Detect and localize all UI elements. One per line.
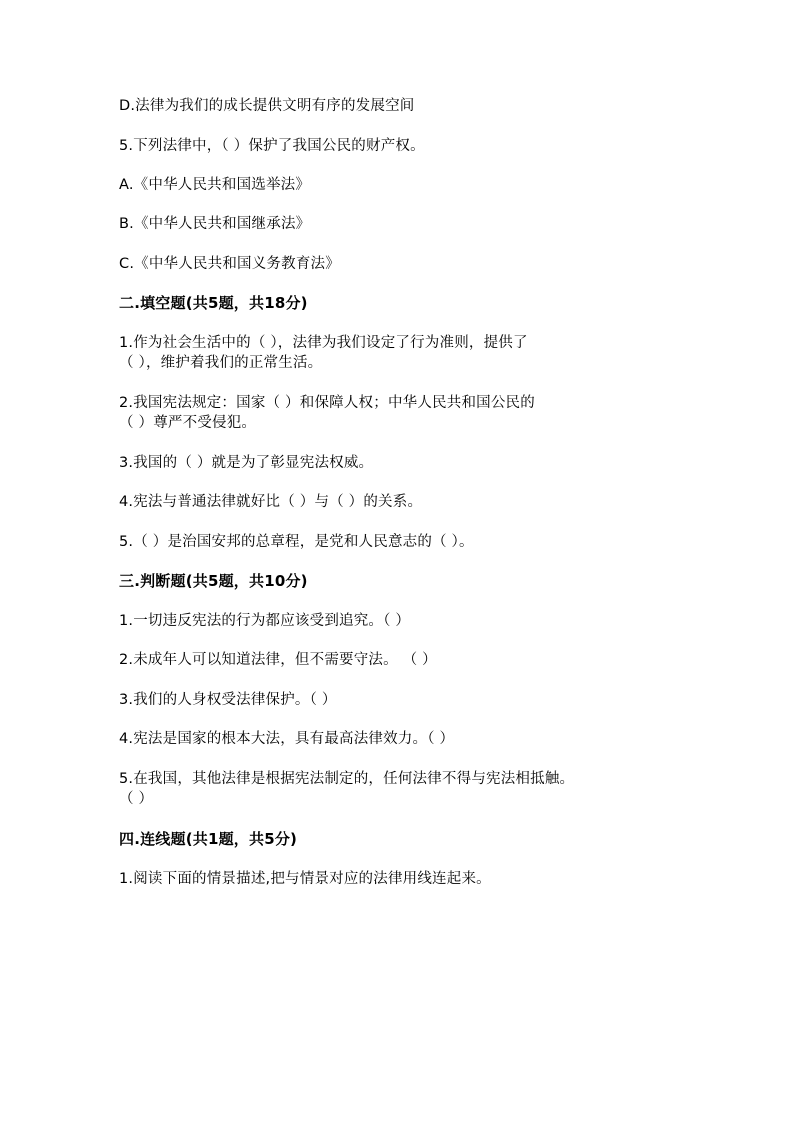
match-q1: 1.阅读下面的情景描述,把与情景对应的法律用线连起来。 xyxy=(119,871,491,887)
match-heading: 四.连线题(共1题，共5分) xyxy=(119,830,298,848)
judge-q5-line1: 5.在我国，其他法律是根据宪法制定的，任何法律不得与宪法相抵触。 xyxy=(119,771,575,787)
question-5-option-b: B.《中华人民共和国继承法》 xyxy=(119,216,311,232)
judge-q1: 1.一切违反宪法的行为都应该受到追究。（ ） xyxy=(119,613,411,629)
judge-heading: 三.判断题(共5题，共10分) xyxy=(119,572,308,590)
fill-blank-heading: 二.填空题(共5题，共18分) xyxy=(119,294,308,312)
question-5-option-a: A.《中华人民共和国选举法》 xyxy=(119,177,311,193)
judge-q4: 4.宪法是国家的根本大法，具有最高法律效力。（ ） xyxy=(119,731,455,747)
judge-q2: 2.未成年人可以知道法律，但不需要守法。 （ ） xyxy=(119,652,437,668)
fill-blank-q1-line1: 1.作为社会生活中的（ ），法律为我们设定了行为准则，提供了 xyxy=(119,335,528,351)
fill-blank-q1-line2: （ ），维护着我们的正常生活。 xyxy=(119,355,323,371)
judge-q3: 3.我们的人身权受法律保护。（ ） xyxy=(119,692,337,708)
question-5-option-c: C.《中华人民共和国义务教育法》 xyxy=(119,256,340,272)
fill-blank-q2-line2: （ ）尊严不受侵犯。 xyxy=(119,415,257,431)
fill-blank-q3: 3.我国的（ ）就是为了彰显宪法权威。 xyxy=(119,455,374,471)
fill-blank-q5: 5.（ ）是治国安邦的总章程，是党和人民意志的（ ）。 xyxy=(119,534,474,550)
fill-blank-q4: 4.宪法与普通法律就好比（ ）与（ ）的关系。 xyxy=(119,494,423,510)
question-5-stem: 5.下列法律中，（ ）保护了我国公民的财产权。 xyxy=(119,138,425,154)
fill-blank-q2-line1: 2.我国宪法规定：国家（ ）和保障人权；中华人民共和国公民的 xyxy=(119,395,535,411)
judge-q5-line2: （ ） xyxy=(119,791,154,807)
option-d: D.法律为我们的成长提供文明有序的发展空间 xyxy=(119,98,415,114)
